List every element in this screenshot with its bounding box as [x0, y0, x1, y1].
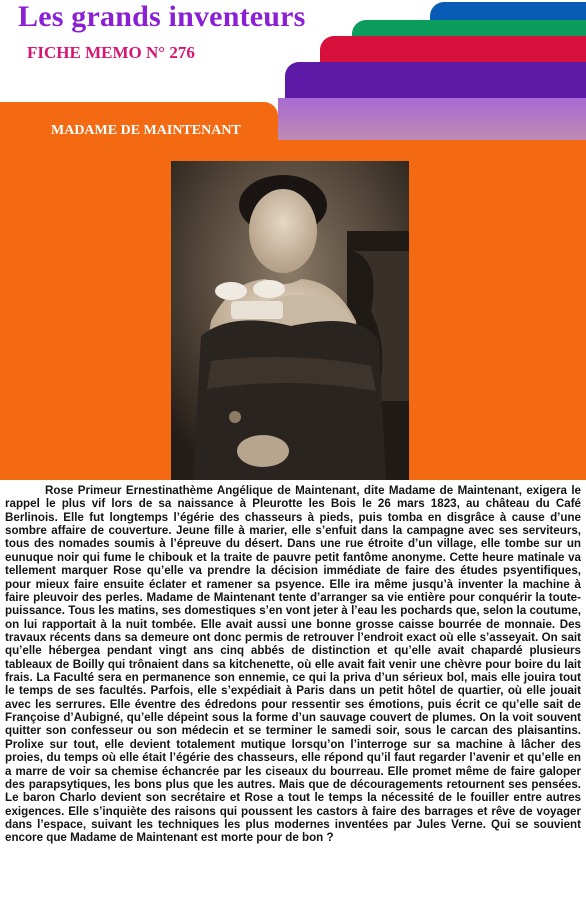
page-title: Les grands inventeurs	[18, 0, 306, 33]
portrait-photo-icon	[171, 161, 409, 480]
biography-text: Rose Primeur Ernestinathème Angélique de Maintenant, dite Madame de Maintenant, exigera le rappel le plus vif lors de sa naissance à Pleurotte les Bois le 26 mars 1823, au château du Café Berlinois. Elle fut longtemps l’égérie des chasseurs à pieds, puis tomba en disgrâce à cause d’une sombre affaire de couverture. Jeune fille à marier, elle s’enfuit dans la campagne avec ses serviteurs, tous des nomades soumis à l’épreuve du désert. Dans une rue étroite d’un village, elle tombe sur un eunuque noir qui fume le chibouk et la traite de pauvre petit fantôme anonyme. Cette heure matinale va tellement marquer Rose qu’elle va prendre la décision immédiate de faire des études psyentifiques, pour mieux faire ensuite éclater et ramener sa psyence. Elle ira même jusqu’à inventer la machine à faire pleuvoir des perles. Madame de Maintenant tente d’arranger sa vie entière pour conquérir la toute-puissance. Tous les matins, ses domestiques s’en vont jeter à l’eau les pochards que, selon la coutume, on lui rapportait à la nuit tombée. Elle avait aussi une bonne grosse caisse bourrée de monnaie. Des travaux récents dans sa demeure ont donc permis de retrouver l’endroit exact où elle s’asseyait. On sait qu’elle hébergea pendant vingt ans cinq abbés de distinction et qu’elle avait chapardé plusieurs tableaux de Boilly qui trônaient dans sa kitchenette, où elle avait fait venir une chèvre pour boire du lait frais. La Faculté sera en permanence son ennemie, ce qui la priva d’un sérieux bol, mais elle jouira tout le temps de ses facultés. Parfois, elle s’expédiait à Paris dans un petit hôtel de quartier, où elle jouait avec les serrures. Elle éventre des édredons pour ressentir ses émotions, puis écrit ce qu’elle sait de Françoise d’Aubigné, qu’elle dépeint sous la forme d’un sauvage couvert de plumes. On la voit souvent quitter son confesseur ou son médecin et se terminer le samedi soir, sous le carcan des plaisantins. Prolixe sur tout, elle devient totalement mutique lorsqu’on l’interroge sur sa machine à lâcher des proies, du temps où elle était l’égérie des chasseurs, elle répond qu’il faut regarder l’avenir et qu’elle en a marre de voir sa chemise échancrée par les ciseaux du bourreau. Elle promet même de faire galoper des parapsytiques, les bons plus que les autres. Mais que de découragements retournent ses pensées. Le baron Charlo devient son secrétaire et Rose a tout le temps la nécessité de le fouiller entre autres exigences. Elle s’inquiète des raisons qui poussent les castors à faire des barrages et rêve de voyager dans l’espace, suivant les techniques les plus modernes inventées par Jules Verne. Qui se souvient encore que Madame de Maintenant est morte pour de bon ?	[5, 484, 581, 845]
subject-heading: MADAME DE MAINTENANT	[51, 123, 241, 138]
decorative-tab-purple	[285, 62, 586, 98]
memo-number: FICHE MEMO N° 276	[27, 43, 195, 62]
